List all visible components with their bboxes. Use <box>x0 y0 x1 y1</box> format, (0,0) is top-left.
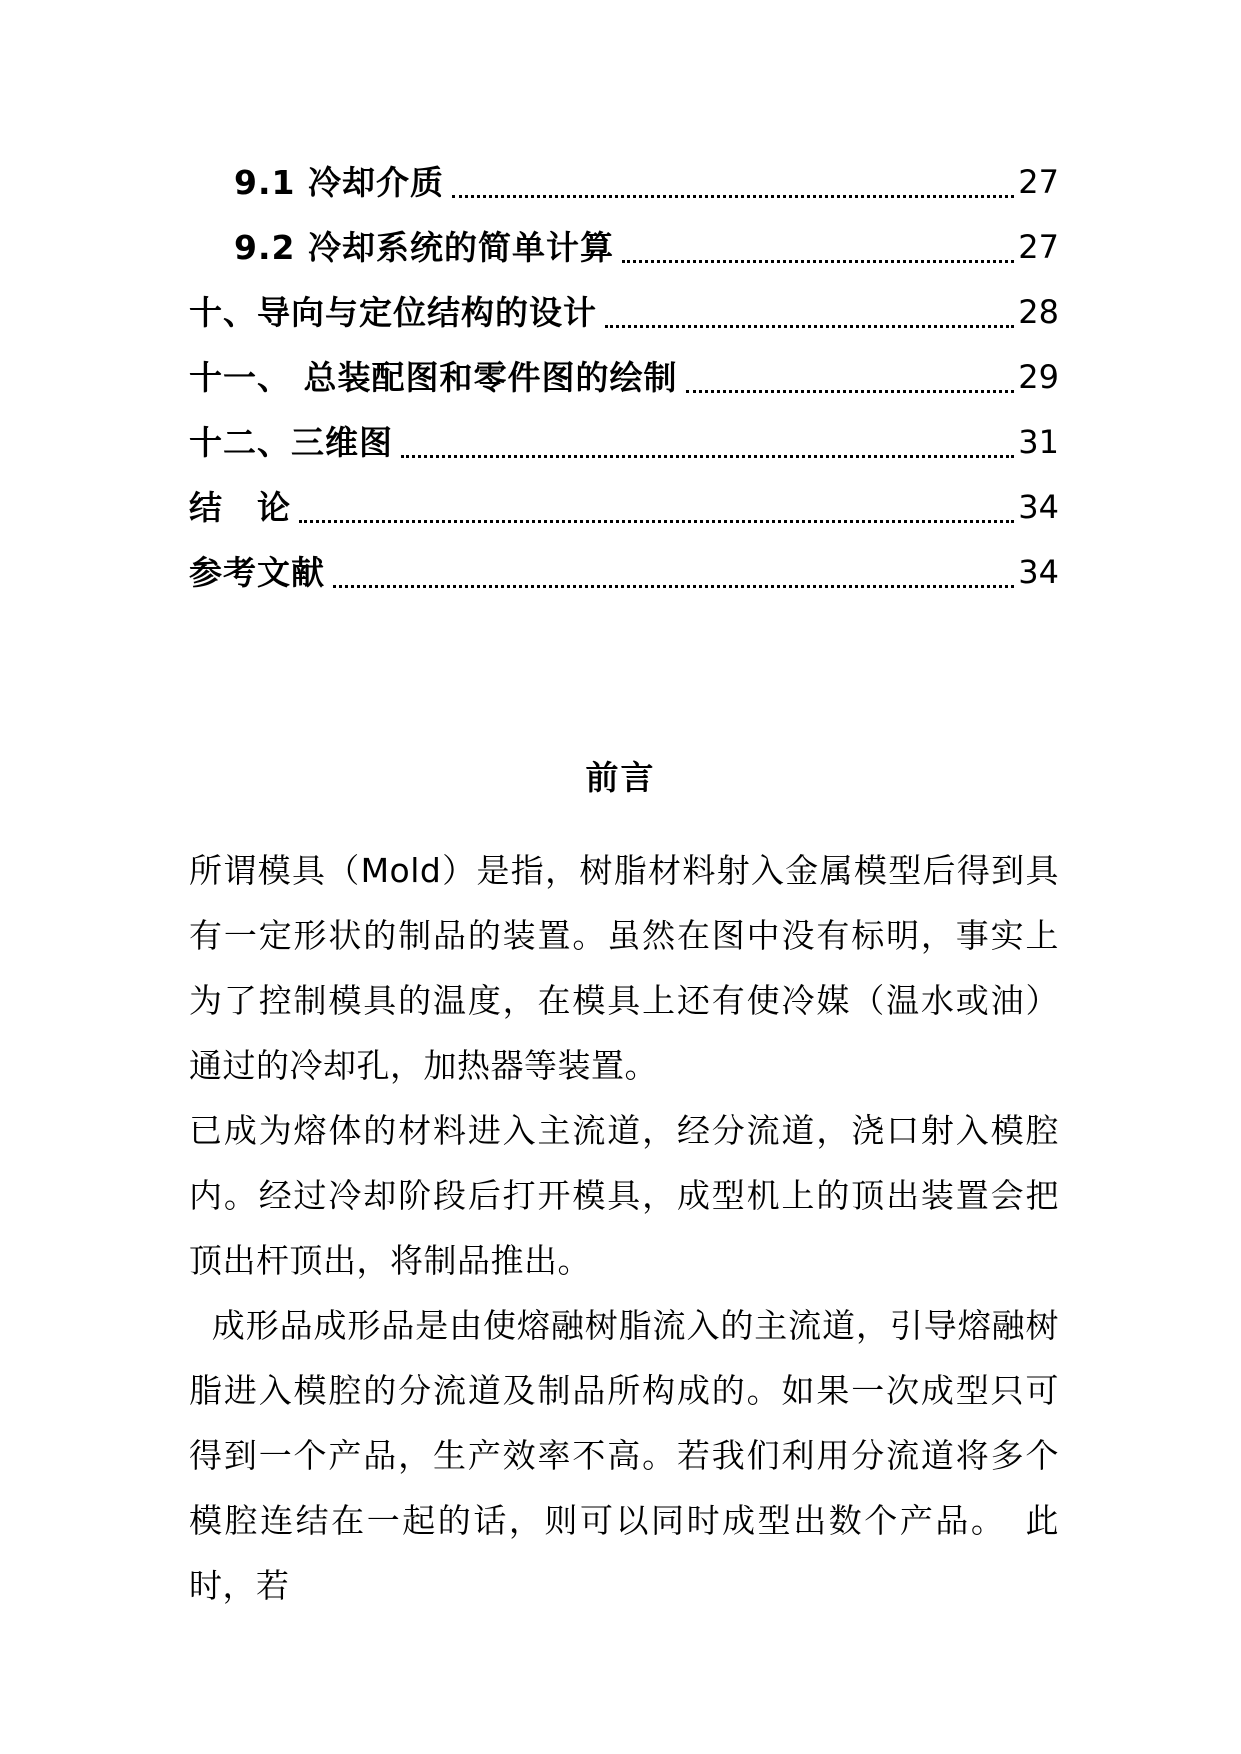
toc-entry-title: 参考文献 <box>189 553 325 592</box>
toc-leader-dots <box>622 260 1014 263</box>
toc-leader-dots <box>686 390 1015 393</box>
toc-entry-title: 十二、三维图 <box>189 423 393 462</box>
toc-entry[interactable] <box>189 345 1059 410</box>
toc-entry[interactable] <box>189 410 1059 475</box>
preface-paragraph: 所谓模具（Mold）是指，树脂材料射入金属模型后得到具有一定形状的制品的装置。虽然在图中没有标明，事实上为了控制模具的温度，在模具上还有使冷媒（温水或油）通过的冷却孔，加热器等装置。 <box>189 851 1059 1085</box>
toc-entry[interactable] <box>189 150 1059 215</box>
toc-entry-page: 34 <box>1018 553 1059 591</box>
toc-entry-title: 十、导向与定位结构的设计 <box>189 293 597 332</box>
toc-entry-title: 9.2 冷却系统的简单计算 <box>234 228 614 267</box>
toc-entry-page: 27 <box>1018 228 1059 266</box>
toc-entry[interactable] <box>189 215 1059 280</box>
toc-entry[interactable] <box>189 280 1059 345</box>
table-of-contents <box>189 150 1059 605</box>
toc-leader-dots <box>401 455 1014 458</box>
toc-leader-dots <box>333 585 1014 588</box>
toc-leader-dots <box>299 520 1014 523</box>
toc-entry-page: 27 <box>1018 163 1059 201</box>
toc-leader-dots <box>605 325 1014 328</box>
preface-body <box>189 838 1059 1618</box>
toc-entry-title: 十一、 总装配图和零件图的绘制 <box>189 358 678 397</box>
toc-entry-page: 28 <box>1018 293 1059 331</box>
preface-heading: 前言 <box>585 758 656 797</box>
preface-paragraph: 成形品成形品是由使熔融树脂流入的主流道，引导熔融树脂进入模腔的分流道及制品所构成的。如果一次成型只可得到一个产品，生产效率不高。若我们利用分流道将多个模腔连结在一起的话，则可以同时成型出数个产品。 此时，若 <box>189 1306 1060 1605</box>
toc-entry[interactable] <box>189 540 1059 605</box>
toc-entry-title: 9.1 冷却介质 <box>234 163 444 202</box>
toc-entry[interactable] <box>189 475 1059 540</box>
toc-entry-page: 29 <box>1018 358 1059 396</box>
toc-leader-dots <box>452 195 1014 198</box>
toc-entry-page: 31 <box>1018 423 1059 461</box>
preface-paragraph: 已成为熔体的材料进入主流道，经分流道，浇口射入模腔内。经过冷却阶段后打开模具，成型机上的顶出装置会把顶出杆顶出，将制品推出。 <box>189 1111 1059 1280</box>
toc-entry-title: 结 论 <box>189 488 291 527</box>
toc-entry-page: 34 <box>1018 488 1059 526</box>
